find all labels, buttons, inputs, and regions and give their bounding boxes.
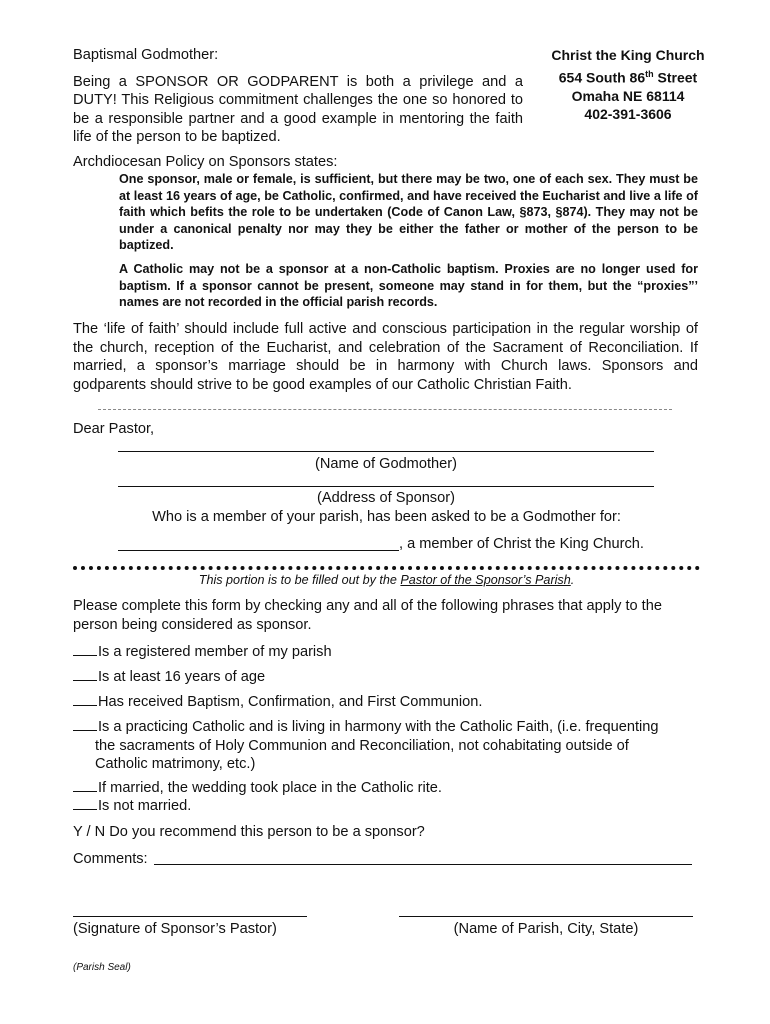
checklist-item[interactable]: If married, the wedding took place in the Catholic rite. — [73, 778, 442, 798]
parish-name-line[interactable] — [399, 916, 693, 917]
church-city: Omaha NE 68114 — [571, 87, 685, 104]
sponsor-address-line[interactable] — [118, 486, 654, 487]
intro-paragraph: Being a SPONSOR OR GODPARENT is both a privilege and a DUTY! This Religious commitment challenges the one so honored to be a responsible partner and a good example in mentoring the faith life of the person to be baptized. — [73, 73, 523, 145]
member-suffix: , a member of Christ the King Church. — [399, 536, 644, 552]
sponsor-address-caption: (Address of Sponsor) — [317, 490, 455, 506]
pastor-signature-caption: (Signature of Sponsor’s Pastor) — [73, 921, 277, 937]
form-header — [73, 46, 523, 147]
godmother-name-line[interactable] — [118, 451, 654, 452]
church-phone: 402-391-3606 — [584, 106, 672, 123]
checklist-item[interactable]: Is not married. — [73, 796, 191, 816]
baptized-person-line[interactable] — [118, 550, 399, 551]
checklist-item[interactable]: Is at least 16 years of age — [73, 667, 265, 687]
godmother-name-caption: (Name of Godmother) — [315, 456, 457, 472]
checkbox-blank[interactable] — [73, 692, 97, 706]
church-street: 654 South 86th Street — [558, 68, 698, 86]
form-title: Baptismal Godmother: — [73, 47, 219, 63]
member-of-parish-line: Who is a member of your parish, has been asked to be a Godmother for: — [152, 509, 621, 525]
checkbox-blank[interactable] — [73, 717, 97, 731]
checklist-item[interactable]: Has received Baptism, Confirmation, and First Communion. — [73, 692, 482, 712]
parish-name-caption: (Name of Parish, City, State) — [453, 921, 639, 937]
policy-heading: Archdiocesan Policy on Sponsors states: — [73, 154, 338, 170]
policy-paragraph-2: A Catholic may not be a sponsor at a non-Catholic baptism. Proxies are no longer used for baptism. If a sponsor cannot be present, someone may stand in for them, but the “proxies”’ names are not recorded in the official parish records. — [119, 262, 698, 310]
checklist-item[interactable]: Is a practicing Catholic and is living in harmony with the Catholic Faith, (i.e. frequenting the sacraments of Holy Communion and Reconciliation, not cohabitating outside of Catholic matrimony, etc.) — [73, 717, 659, 774]
comments-line[interactable] — [154, 864, 692, 865]
cut-line-divider — [73, 566, 700, 570]
salutation: Dear Pastor, — [73, 421, 155, 437]
pastor-signature-line[interactable] — [73, 916, 307, 917]
checkbox-blank[interactable] — [73, 667, 97, 681]
pastor-portion-note: This portion is to be filled out by the Pastor of the Sponsor’s Parish. — [198, 573, 575, 587]
recommend-question: Y / N Do you recommend this person to be a sponsor? — [73, 824, 425, 840]
comments-label: Comments: — [73, 851, 148, 867]
checkbox-blank[interactable] — [73, 778, 97, 792]
life-of-faith-paragraph: The ‘life of faith’ should include full active and conscious participation in the regular worship of the church, reception of the Eucharist, and celebration of the Sacrament of Reconciliation. If married, a sponsor’s marriage should be in harmony with Church laws. Sponsors and godparents should strive to be good examples of our Catholic Christian Faith. — [73, 321, 698, 393]
checklist-item[interactable]: Is a registered member of my parish — [73, 642, 332, 662]
policy-paragraph-1: One sponsor, male or female, is sufficient, but there may be two, one of each sex. They must be at least 16 years of age, be Catholic, confirmed, and have received the Eucharist and live a life of faith which befits the role to be undertaken (Code of Canon Law, §873, §874). They may not be under a canonical penalty nor may they be either the father or mother of the person to be baptized. — [119, 172, 698, 253]
parish-seal-label: (Parish Seal) — [73, 962, 131, 973]
checklist-instructions: Please complete this form by checking any and all of the following phrases that apply to the person being considered as sponsor. — [73, 598, 662, 633]
checkbox-blank[interactable] — [73, 796, 97, 810]
section-divider — [98, 409, 672, 410]
church-address-block — [528, 46, 728, 124]
church-name: Christ the King Church — [551, 47, 705, 63]
checkbox-blank[interactable] — [73, 642, 97, 656]
